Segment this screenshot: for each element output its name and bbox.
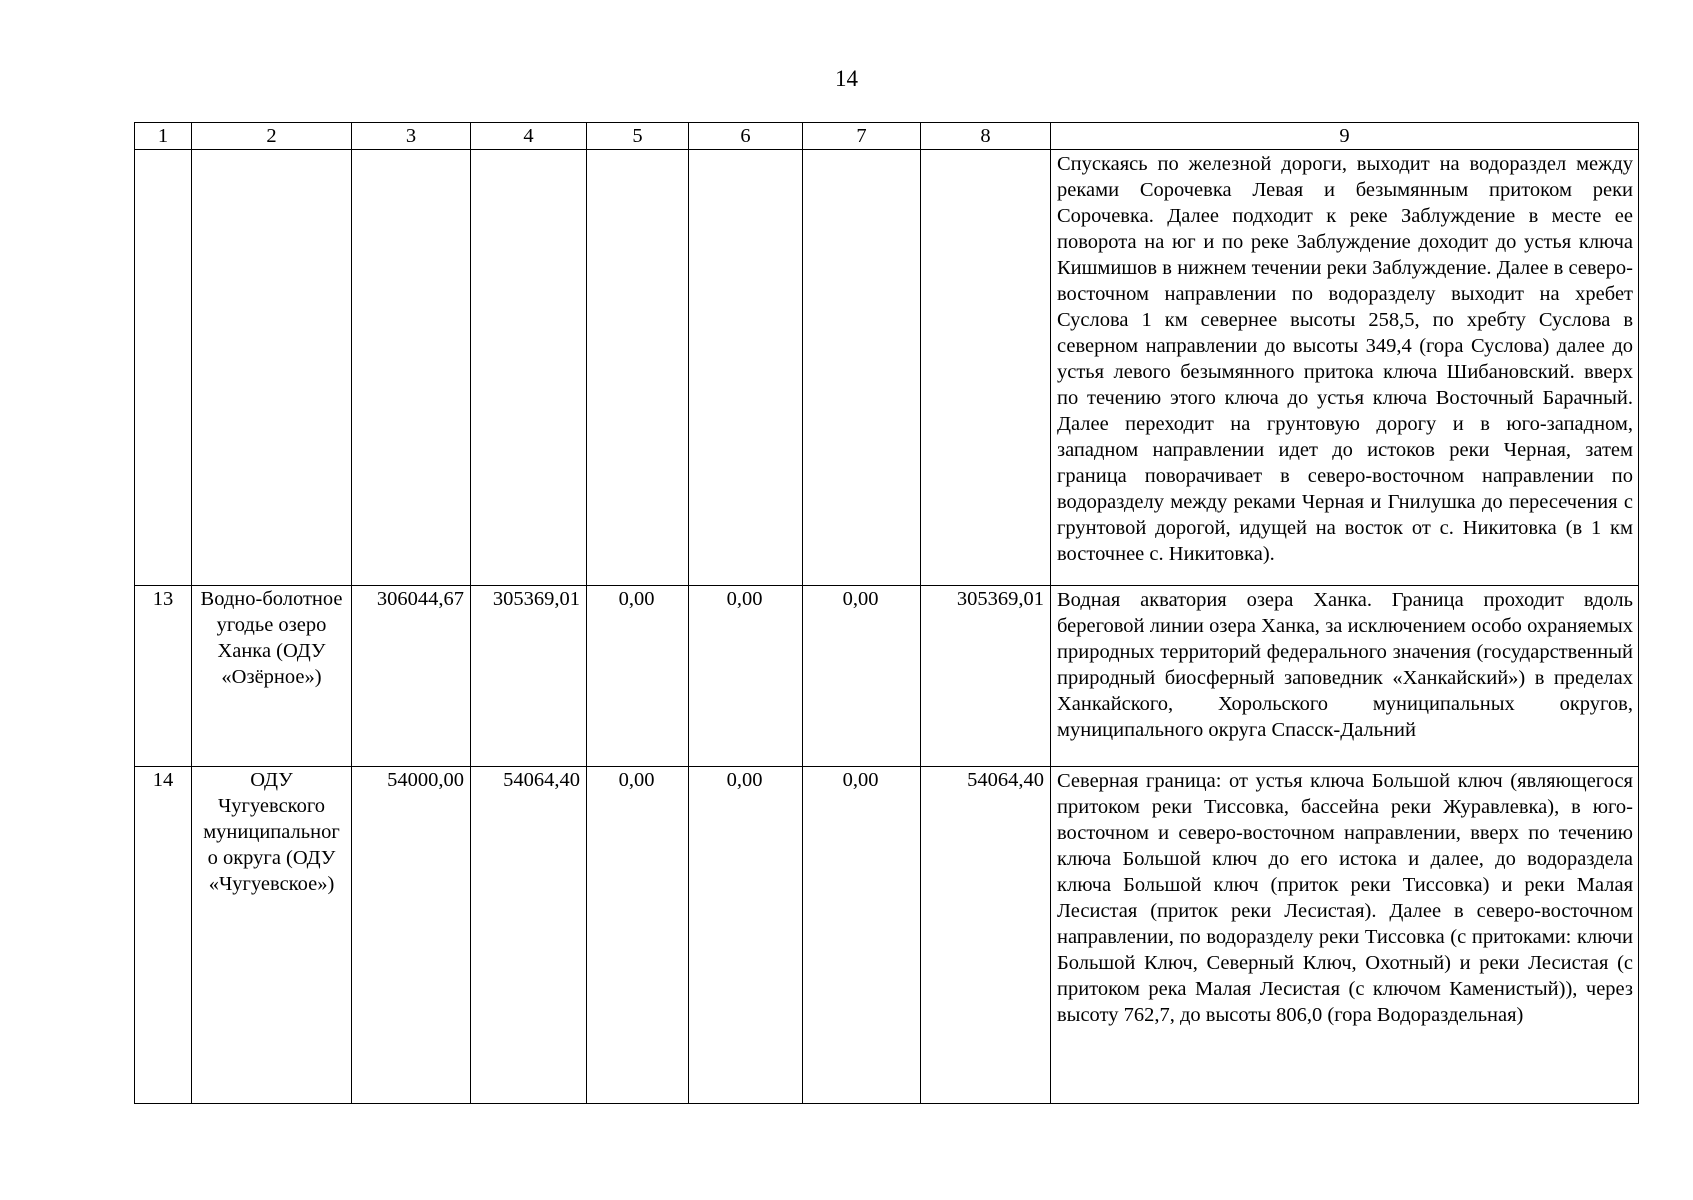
header-row (135, 123, 1639, 150)
col5-value: 0,00 (587, 586, 689, 767)
boundaries-table (134, 122, 1639, 1104)
col8-value (921, 150, 1051, 586)
row-number: 13 (135, 586, 192, 767)
boundary-description: Водная акватория озера Ханка. Граница проходит вдоль береговой линии озера Ханка, за исключением особо охраняемых природных территорий федерального значения (государственный природный биосферный заповедник «Ханкайский») в пределах Ханкайского, Хорольского муниципальных округов, муниципального округа Спасск-Дальний (1051, 586, 1639, 767)
header-cell-5: 5 (587, 123, 689, 150)
col6-value (689, 150, 803, 586)
page-number: 14 (835, 66, 858, 91)
row-number: 14 (135, 767, 192, 1104)
col4-value: 305369,01 (471, 586, 587, 767)
col4-value (471, 150, 587, 586)
col6-value: 0,00 (689, 767, 803, 1104)
col5-value: 0,00 (587, 767, 689, 1104)
col8-value: 305369,01 (921, 586, 1051, 767)
header-cell-8: 8 (921, 123, 1051, 150)
boundary-description: Северная граница: от устья ключа Большой ключ (являющегося притоком реки Тиссовка, бассейна реки Журавлевка), в юго-восточном и северо-восточном направлении, вверх по течению ключа Большой ключ до его истока и далее, до водораздела ключа Большой ключ (приток реки Тиссовка) и реки Малая Лесистая (приток реки Лесистая). Далее в северо-восточном направлении, по водоразделу реки Тиссовка (с притоками: ключи Большой Ключ, Северный Ключ, Охотный) и реки Лесистая (с притоком река Малая Лесистая (с ключом Каменистый)), через высоту 762,7, до высоты 806,0 (гора Водораздельная) (1051, 767, 1639, 1104)
col4-value: 54064,40 (471, 767, 587, 1104)
header-cell-1: 1 (135, 123, 192, 150)
header-cell-2: 2 (192, 123, 352, 150)
table-row (135, 586, 1639, 767)
col6-value: 0,00 (689, 586, 803, 767)
col3-value: 306044,67 (352, 586, 471, 767)
col7-value: 0,00 (803, 586, 921, 767)
table-row (135, 767, 1639, 1104)
header-cell-6: 6 (689, 123, 803, 150)
table-row (135, 150, 1639, 586)
col8-value: 54064,40 (921, 767, 1051, 1104)
col5-value (587, 150, 689, 586)
col7-value: 0,00 (803, 767, 921, 1104)
header-cell-9: 9 (1051, 123, 1639, 150)
area-name (192, 150, 352, 586)
header-cell-3: 3 (352, 123, 471, 150)
header-cell-4: 4 (471, 123, 587, 150)
header-cell-7: 7 (803, 123, 921, 150)
area-name: ОДУ Чугуевского муниципальног о округа (ОДУ «Чугуевское») (192, 767, 352, 1104)
col3-value (352, 150, 471, 586)
col7-value (803, 150, 921, 586)
col3-value: 54000,00 (352, 767, 471, 1104)
boundary-description: Спускаясь по железной дороги, выходит на водораздел между реками Сорочевка Левая и безымянным притоком реки Сорочевка. Далее подходит к реке Заблуждение в месте ее поворота на юг и по реке Заблуждение доходит до устья ключа Кишмишов в нижнем течении реки Заблуждение. Далее в северо-восточном направлении по водоразделу выходит на хребет Суслова 1 км севернее высоты 258,5, по хребту Суслова в северном направлении до высоты 349,4 (гора Суслова) далее до устья левого безымянного притока ключа Шибановский. вверх по течению этого ключа до устья ключа Восточный Барачный. Далее переходит на грунтовую дорогу и в юго-западном, западном направлении идет до истоков реки Черная, затем граница поворачивает в северо-восточном направлении по водоразделу между реками Черная и Гнилушка до пересечения с грунтовой дорогой, идущей на восток от с. Никитовка (в 1 км восточнее с. Никитовка). (1051, 150, 1639, 586)
area-name: Водно-болотное угодье озеро Ханка (ОДУ «Озёрное») (192, 586, 352, 767)
row-number (135, 150, 192, 586)
